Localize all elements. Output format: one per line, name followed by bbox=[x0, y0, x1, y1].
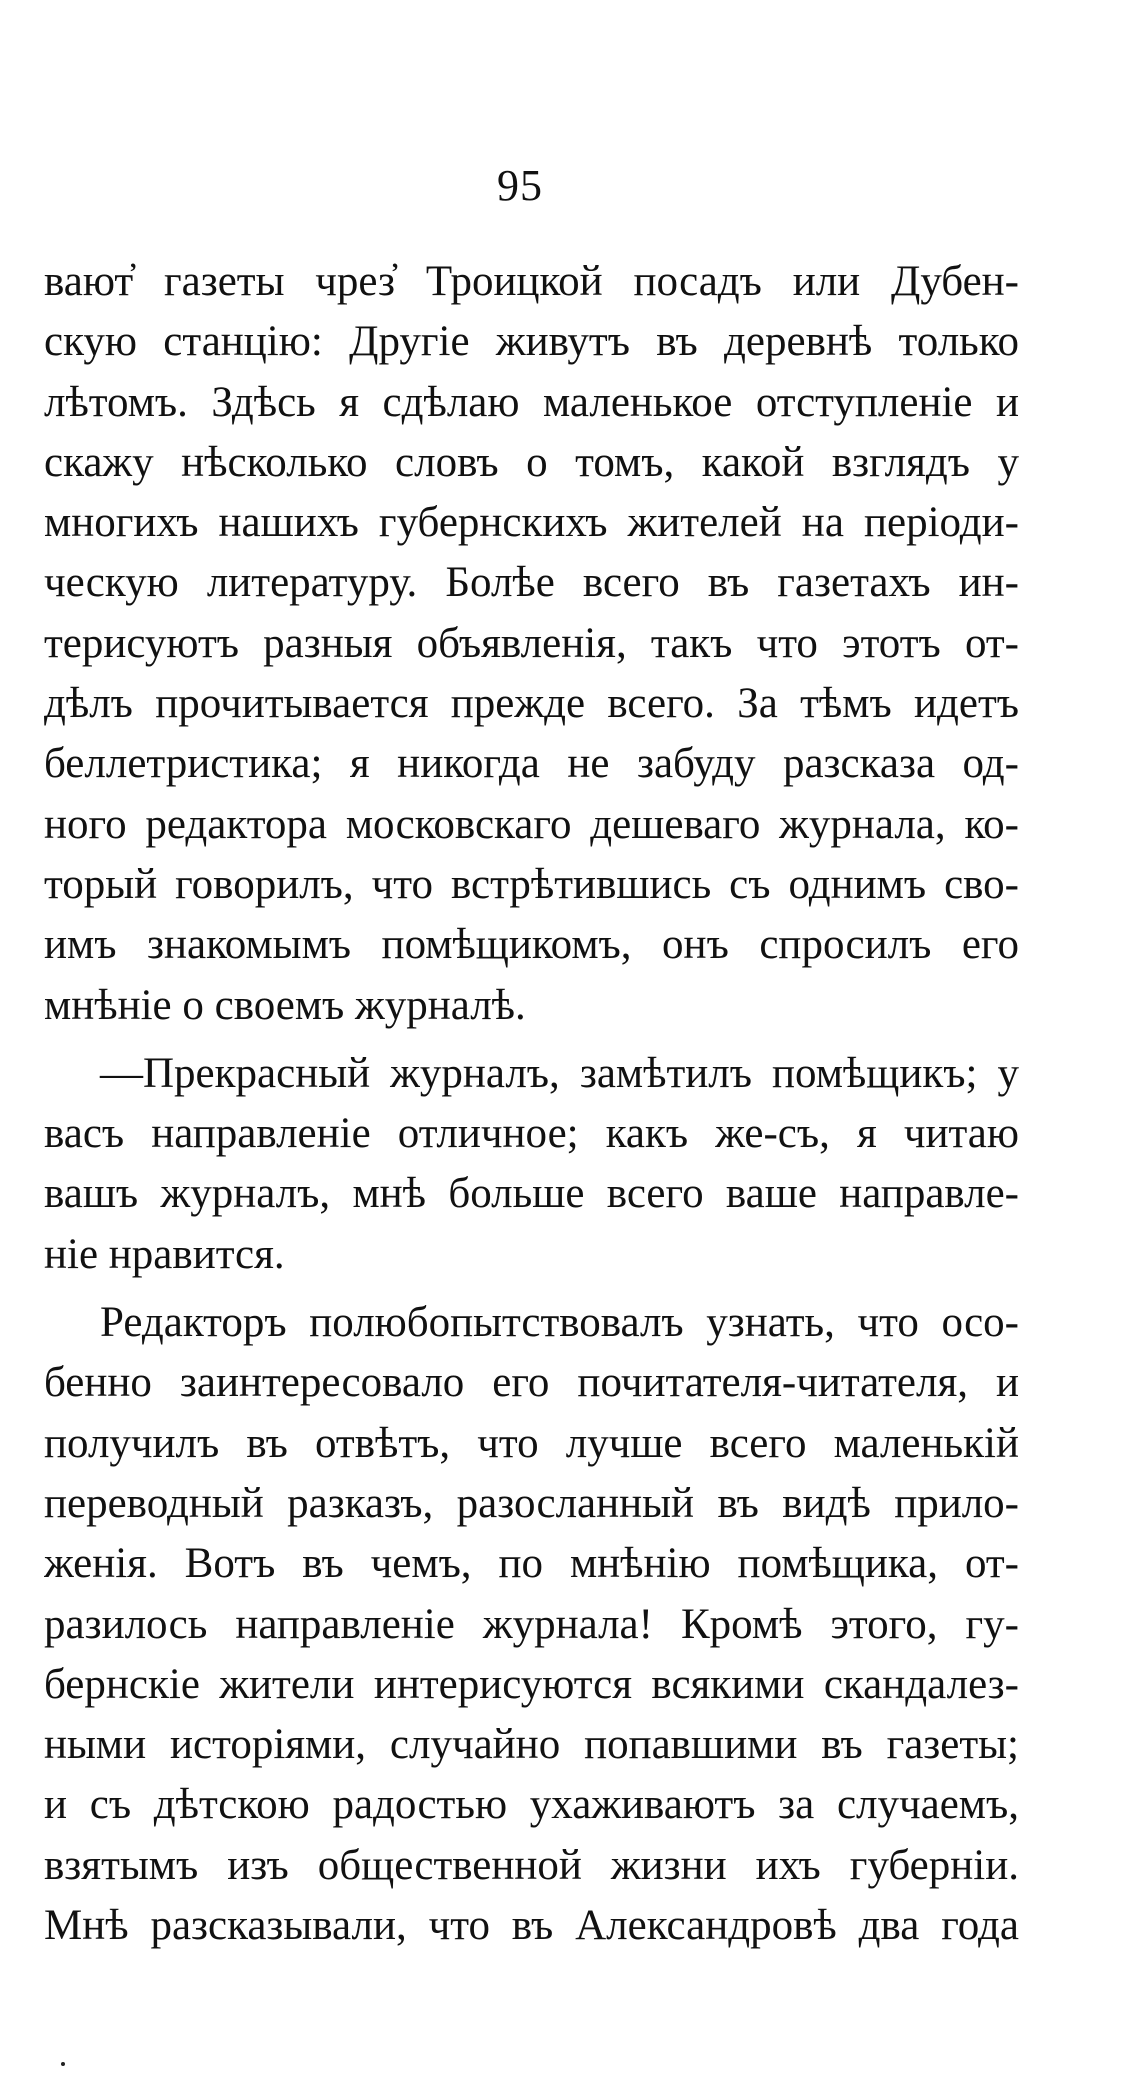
text-line: переводный разказъ, разосланный въ видѣ прило- bbox=[44, 1479, 1019, 1527]
paragraph-2 bbox=[44, 1044, 1019, 1285]
text-line: имъ знакомымъ помѣщикомъ, онъ спросилъ его bbox=[44, 921, 1019, 969]
text-line: получилъ въ отвѣтъ, что лучше всего маленькій bbox=[44, 1419, 1019, 1467]
text-line: и съ дѣтскою радостью ухаживаютъ за случаемъ, bbox=[44, 1781, 1019, 1829]
text-line: —Прекрасный журналъ, замѣтилъ помѣщикъ; у bbox=[100, 1049, 1019, 1097]
body-text bbox=[44, 252, 1019, 1956]
text-line: разилось направленіе журнала! Кромѣ этого, гу- bbox=[44, 1600, 1019, 1648]
text-line: торый говорилъ, что встрѣтившись съ однимъ сво- bbox=[44, 860, 1019, 908]
text-line: ніе нравится. bbox=[44, 1230, 285, 1278]
text-line: взятымъ изъ общественной жизни ихъ губерніи. bbox=[44, 1841, 1019, 1889]
text-line: Мнѣ разсказывали, что въ Александровѣ два года bbox=[44, 1902, 1019, 1950]
text-line: ного редактора московскаго дешеваго журнала, ко- bbox=[44, 800, 1019, 848]
text-line: бернскіе жители интерисуются всякими скандалез- bbox=[44, 1660, 1019, 1708]
text-line: бенно заинтересовало его почитателя-читателя, и bbox=[44, 1359, 1019, 1407]
text-line: васъ направленіе отличное; какъ же-съ, я читаю bbox=[44, 1110, 1019, 1158]
text-line: ческую литературу. Болѣе всего въ газетахъ ин- bbox=[44, 559, 1019, 607]
print-speck bbox=[61, 2062, 65, 2066]
text-line: скажу нѣсколько словъ о томъ, какой взглядъ у bbox=[44, 438, 1019, 486]
text-line: скую станцію: Другіе живутъ въ деревнѣ только bbox=[44, 318, 1019, 366]
text-line: лѣтомъ. Здѣсь я сдѣлаю маленькое отступленіе и bbox=[44, 378, 1019, 426]
text-line: женія. Вотъ въ чемъ, по мнѣнію помѣщика, от- bbox=[44, 1540, 1019, 1588]
paragraph-3 bbox=[44, 1293, 1019, 1956]
text-line: Редакторъ полюбопытствовалъ узнать, что осо- bbox=[100, 1299, 1019, 1347]
text-line: вают҆ газеты чрез҆ Троицкой посадъ или Дубен- bbox=[44, 258, 1019, 305]
text-line: дѣлъ прочитывается прежде всего. За тѣмъ идетъ bbox=[44, 680, 1019, 728]
text-line: ными исторіями, случайно попавшими въ газеты; bbox=[44, 1721, 1019, 1769]
page-number: 95 bbox=[497, 161, 543, 210]
text-line: мнѣніе о своемъ журналѣ. bbox=[44, 981, 526, 1029]
text-line: вашъ журналъ, мнѣ больше всего ваше направле- bbox=[44, 1170, 1019, 1218]
paragraph-1 bbox=[44, 252, 1019, 1036]
text-line: терисуютъ разныя объявленія, такъ что этотъ от- bbox=[44, 619, 1019, 667]
text-line: беллетристика; я никогда не забуду разсказа од- bbox=[44, 740, 1019, 788]
text-line: многихъ нашихъ губернскихъ жителей на періоди- bbox=[44, 499, 1019, 547]
